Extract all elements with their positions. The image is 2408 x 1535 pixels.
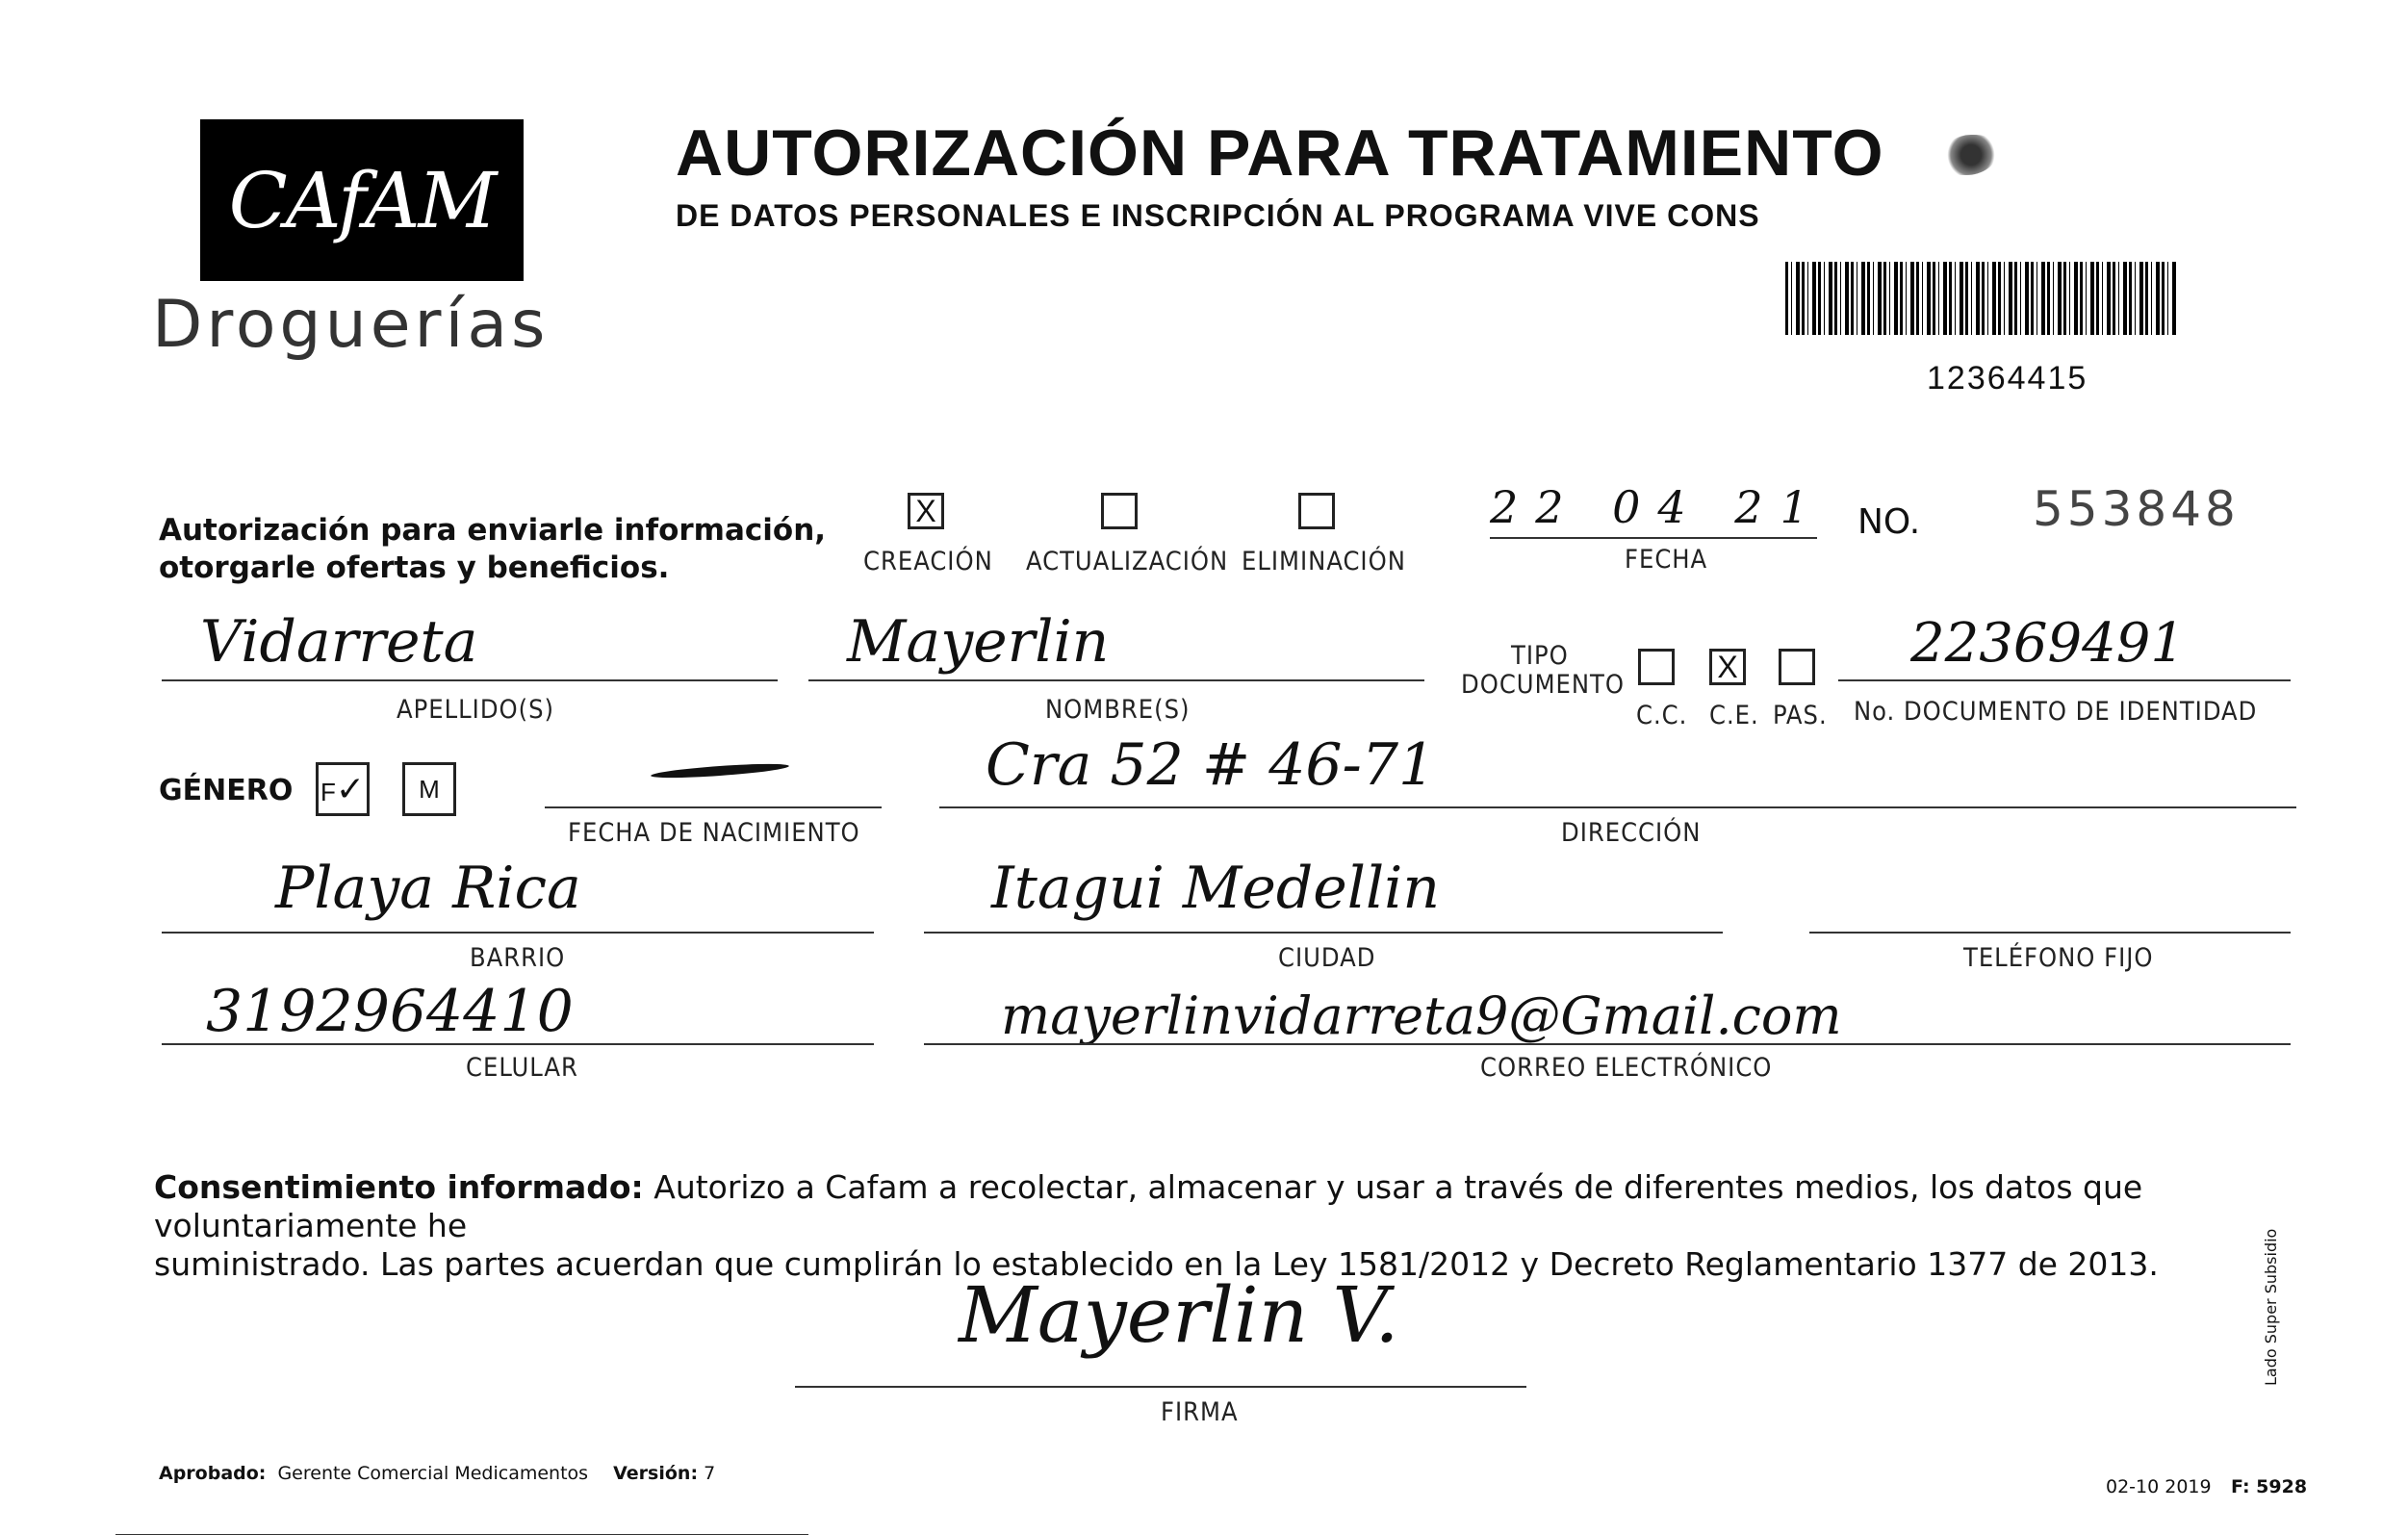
direccion-label: DIRECCIÓN — [1561, 818, 1702, 848]
fecha-value[interactable]: 22 04 21 — [1490, 481, 1826, 533]
side-text: Lado Super Subsidio — [2262, 1228, 2280, 1386]
correo-label: CORREO ELECTRÓNICO — [1480, 1053, 1773, 1083]
correo-value[interactable]: mayerlinvidarreta9@Gmail.com — [1001, 985, 1842, 1046]
logo-text: CAfAM — [228, 155, 496, 245]
intro-line-2: otorgarle ofertas y beneficios. — [159, 550, 670, 585]
ciudad-label: CIUDAD — [1278, 943, 1376, 973]
ciudad-value[interactable]: Itagui Medellin — [991, 855, 1440, 922]
aprobado-label: Aprobado: — [159, 1463, 267, 1484]
creacion-checkbox[interactable] — [908, 493, 944, 529]
consentimiento-paragraph — [154, 1168, 2291, 1284]
ciudad-line — [924, 932, 1723, 934]
numero-label: NO. — [1857, 502, 1921, 542]
telefono-label: TELÉFONO FIJO — [1963, 943, 2154, 973]
footer-f-code: F: 5928 — [2231, 1476, 2308, 1497]
aprobado-value: Gerente Comercial Medicamentos — [277, 1463, 589, 1484]
firma-label: FIRMA — [1161, 1397, 1239, 1427]
genero-f-checkbox[interactable] — [316, 762, 370, 816]
pas-checkbox[interactable] — [1779, 649, 1815, 685]
version-label: Versión: — [613, 1463, 699, 1484]
consentimiento-heading: Consentimiento informado: — [154, 1168, 644, 1206]
intro-line-1: Autorización para enviarle información, — [159, 513, 827, 548]
ce-label: C.E. — [1709, 701, 1759, 730]
footer-aprobado — [159, 1463, 715, 1484]
genero-label: GÉNERO — [159, 774, 294, 807]
apellidos-line — [162, 679, 778, 681]
version-value: 7 — [704, 1463, 716, 1484]
barrio-value[interactable]: Playa Rica — [275, 855, 581, 922]
barrio-line — [162, 932, 874, 934]
apellidos-label: APELLIDO(S) — [397, 695, 555, 725]
firma-signature: Mayerlin V. — [959, 1270, 1399, 1360]
actualizacion-label: ACTUALIZACIÓN — [1026, 547, 1229, 576]
ce-mark: X — [1717, 650, 1738, 684]
tipo-doc-label-2: DOCUMENTO — [1461, 670, 1625, 700]
celular-value[interactable]: 3192964410 — [206, 978, 574, 1045]
nombres-label: NOMBRE(S) — [1045, 695, 1191, 725]
footer-date: 02-10 2019 — [2106, 1476, 2212, 1497]
direccion-value[interactable]: Cra 52 # 46-71 — [986, 731, 1436, 799]
celular-line — [162, 1043, 874, 1045]
barcode — [1785, 262, 2178, 335]
genero-f-label: F — [320, 778, 336, 806]
documento-line — [1838, 679, 2291, 681]
genero-m-checkbox[interactable] — [402, 762, 456, 816]
consentimiento-text-1: Autorizo a Cafam a recolectar, almacenar y usar a través de diferentes medios, los datos que voluntariamente he — [154, 1168, 2143, 1244]
creacion-mark: X — [915, 494, 936, 528]
form-title: AUTORIZACIÓN PARA TRATAMIENTO — [676, 116, 1884, 190]
consentimiento-text-2: suministrado. Las partes acuerdan que cumplirán lo establecido en la Ley 1581/2012 y Decreto Reglamentario 1377 de 2013. — [154, 1245, 2159, 1283]
nacimiento-scribble — [651, 761, 789, 780]
stamp-mark — [1944, 135, 1998, 175]
ce-checkbox[interactable] — [1709, 649, 1746, 685]
cafam-logo — [200, 119, 524, 281]
telefono-line[interactable] — [1809, 932, 2291, 934]
nombres-line — [808, 679, 1424, 681]
nacimiento-line[interactable] — [545, 806, 882, 808]
correo-line — [924, 1043, 2291, 1045]
genero-f-mark: ✓ — [335, 769, 366, 808]
cc-checkbox[interactable] — [1638, 649, 1675, 685]
documento-label: No. DOCUMENTO DE IDENTIDAD — [1854, 697, 2258, 727]
genero-m-label: M — [419, 775, 440, 804]
fecha-label: FECHA — [1625, 545, 1708, 575]
firma-line[interactable] — [795, 1386, 1526, 1388]
celular-label: CELULAR — [466, 1053, 578, 1083]
barrio-label: BARRIO — [470, 943, 566, 973]
tipo-doc-label-1: TIPO — [1511, 641, 1569, 671]
form-subtitle: DE DATOS PERSONALES E INSCRIPCIÓN AL PROGRAMA VIVE CONS — [676, 198, 1760, 233]
pas-label: PAS. — [1773, 701, 1828, 730]
actualizacion-checkbox[interactable] — [1101, 493, 1138, 529]
subbrand: Droguerías — [152, 287, 550, 363]
barcode-number: 12364415 — [1927, 360, 2088, 397]
apellidos-value[interactable]: Vidarreta — [200, 608, 478, 676]
eliminacion-label: ELIMINACIÓN — [1242, 547, 1406, 576]
nombres-value[interactable]: Mayerlin — [847, 608, 1110, 676]
numero-value: 553848 — [2033, 481, 2240, 537]
cc-label: C.C. — [1636, 701, 1688, 730]
nacimiento-label: FECHA DE NACIMIENTO — [568, 818, 860, 848]
fecha-line — [1490, 537, 1817, 539]
eliminacion-checkbox[interactable] — [1298, 493, 1335, 529]
direccion-line — [939, 806, 2296, 808]
documento-value[interactable]: 22369491 — [1910, 612, 2186, 675]
creacion-label: CREACIÓN — [863, 547, 993, 576]
